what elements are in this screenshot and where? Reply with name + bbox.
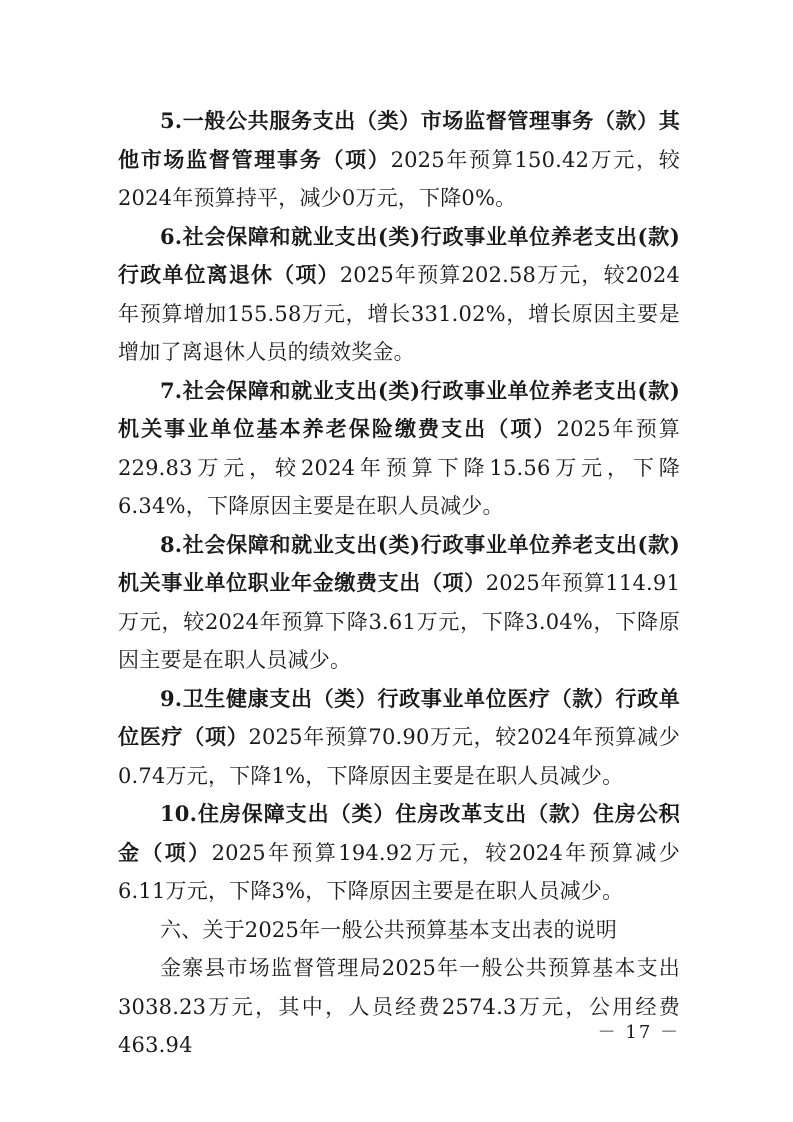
budget-item-8 <box>118 526 680 680</box>
document-body <box>118 102 680 1065</box>
budget-item-text: 2025年预算150.42万元，较2024年预算持平，减少0万元，下降0%。 <box>118 147 680 210</box>
budget-item-heading: 5.一般公共服务支出（类）市场监督管理事务（款）其他市场监督管理事务（项） <box>118 108 680 172</box>
budget-item-text: 2025年预算70.90万元，较2024年预算减少0.74万元，下降1%，下降原因主要是在职人员减少。 <box>118 725 680 788</box>
budget-item-10 <box>118 795 680 911</box>
budget-item-text: 2025年预算202.58万元，较2024年预算增加155.58万元，增长331.02%，增长原因主要是增加了离退休人员的绩效奖金。 <box>118 263 680 364</box>
section-paragraph: 金寨县市场监督管理局2025年一般公共预算基本支出3038.23万元，其中，人员经费2574.3万元，公用经费463.94 <box>118 956 680 1057</box>
budget-item-7 <box>118 372 680 526</box>
budget-item-text: 2025年预算114.91万元，较2024年预算下降3.61万元，下降3.04%，下降原因主要是在职人员减少。 <box>118 571 680 672</box>
budget-item-text: 2025年预算194.92万元，较2024年预算减少6.11万元，下降3%，下降原因主要是在职人员减少。 <box>118 840 680 903</box>
budget-item-heading: 8.社会保障和就业支出(类)行政事业单位养老支出(款)机关事业单位职业年金缴费支出（项） <box>118 531 680 595</box>
budget-item-9 <box>118 680 680 796</box>
budget-item-6 <box>118 218 680 372</box>
budget-item-heading: 9.卫生健康支出（类）行政事业单位医疗（款）行政单位医疗（项） <box>118 685 680 749</box>
page-number: － 17 － <box>597 1022 680 1043</box>
budget-item-heading: 7.社会保障和就业支出(类)行政事业单位养老支出(款)机关事业单位基本养老保险缴费支出（项） <box>118 377 680 441</box>
budget-item-heading: 10.住房保障支出（类）住房改革支出（款）住房公积金（项） <box>118 801 680 865</box>
budget-item-5 <box>118 102 680 218</box>
budget-item-text: 2025年预算229.83万元，较2024年预算下降15.56万元，下降6.34%，下降原因主要是在职人员减少。 <box>118 417 680 518</box>
budget-item-heading: 6.社会保障和就业支出(类)行政事业单位养老支出(款)行政单位离退休（项） <box>118 223 680 287</box>
section-title: 六、关于2025年一般公共预算基本支出表的说明 <box>160 917 618 942</box>
